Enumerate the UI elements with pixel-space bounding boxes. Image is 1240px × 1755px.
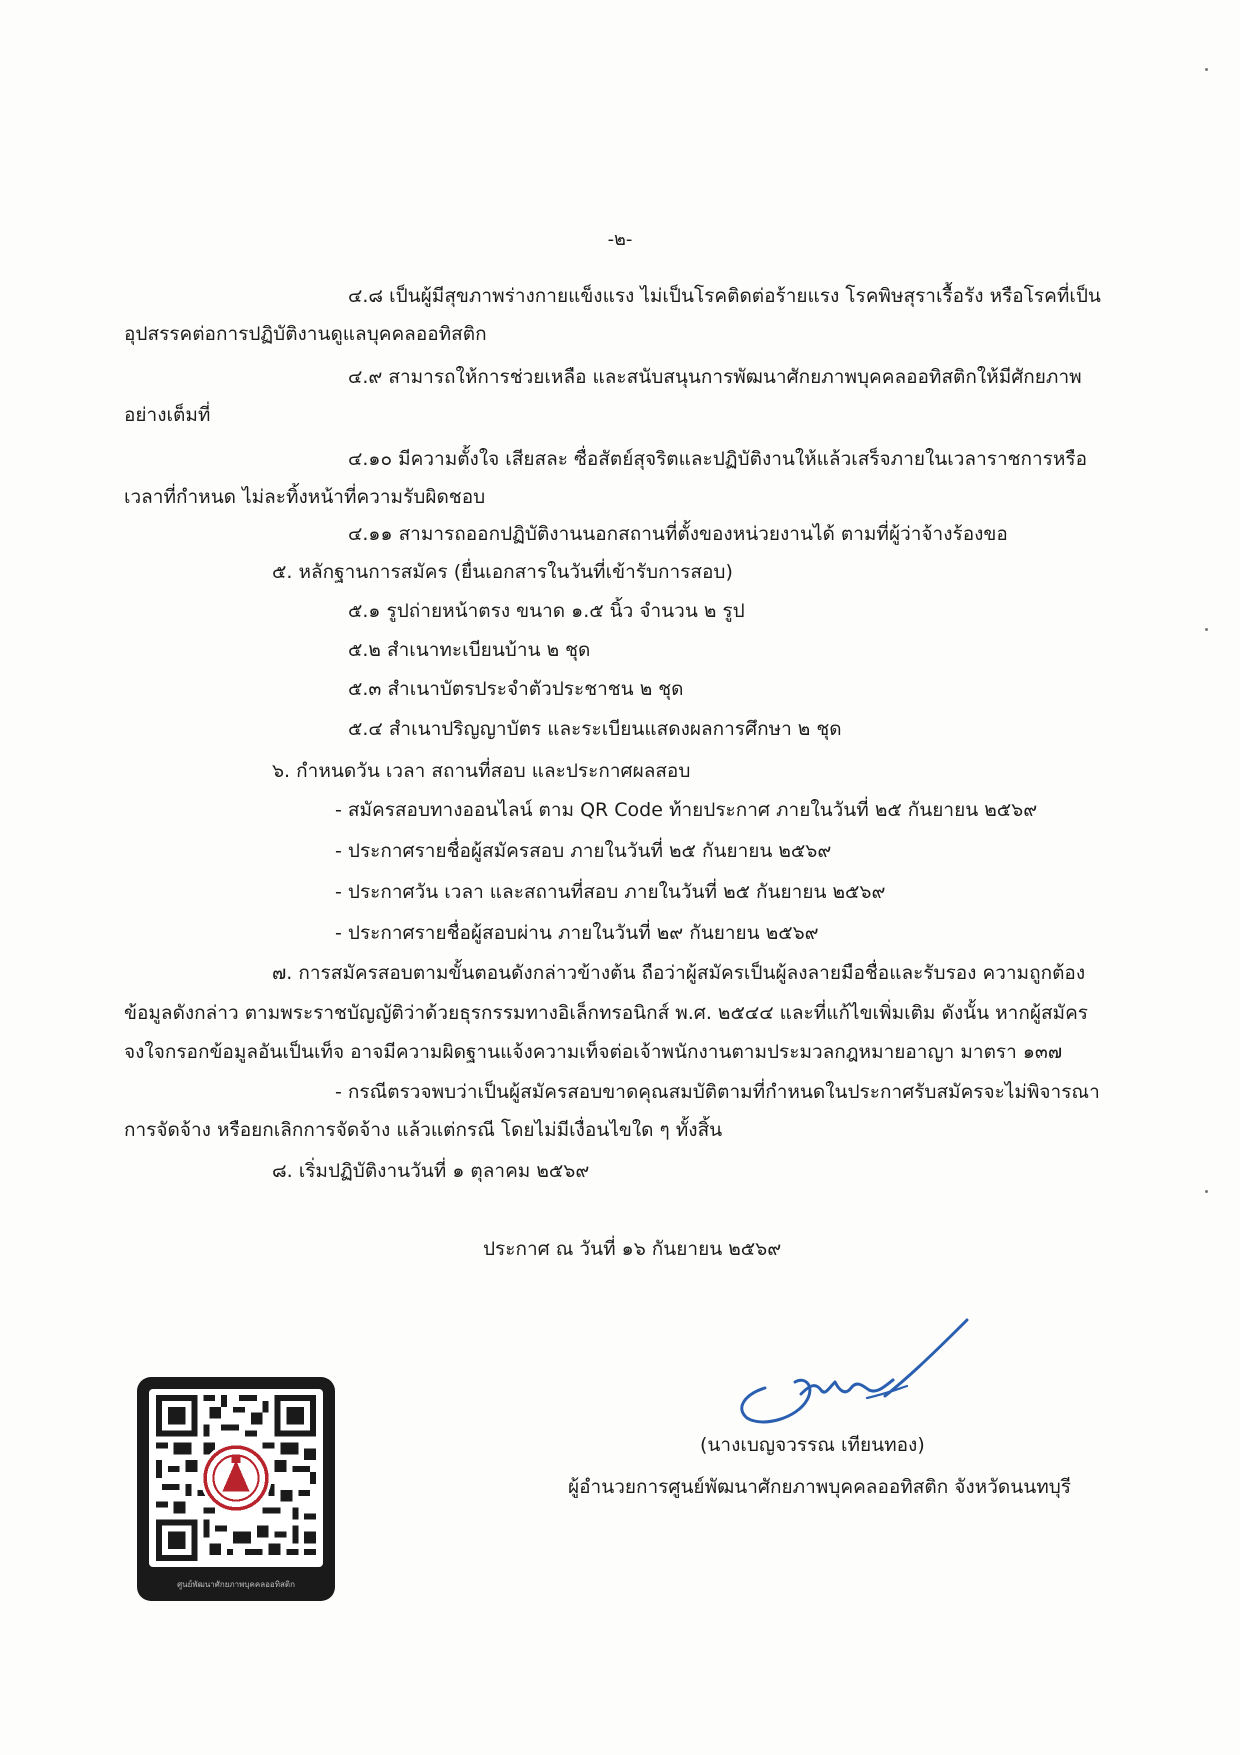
item-5-1: ๕.๑ รูปถ่ายหน้าตรง ขนาด ๑.๕ นิ้ว จำนวน ๒ รูป <box>348 600 745 622</box>
item-6-1: - สมัครสอบทางออนไลน์ ตาม QR Code ท้ายประกาศ ภายในวันที่ ๒๕ กันยายน ๒๕๖๙ <box>335 799 1038 821</box>
section-7-note-line2: การจัดจ้าง หรือยกเลิกการจัดจ้าง แล้วแต่กรณี โดยไม่มีเงื่อนไขใด ๆ ทั้งสิ้น <box>124 1119 723 1141</box>
registration-qr-code[interactable] <box>137 1377 335 1601</box>
section-8: ๘. เริ่มปฏิบัติงานวันที่ ๑ ตุลาคม ๒๕๖๙ <box>272 1160 590 1182</box>
item-5-2: ๕.๒ สำเนาทะเบียนบ้าน ๒ ชุด <box>348 639 591 661</box>
section-7-note-line1: - กรณีตรวจพบว่าเป็นผู้สมัครสอบขาดคุณสมบัติตามที่กำหนดในประกาศรับสมัครจะไม่พิจารณา <box>335 1081 1100 1103</box>
item-4-9-line2: อย่างเต็มที่ <box>124 404 211 426</box>
scan-speck <box>1205 1190 1208 1193</box>
item-5-4: ๕.๔ สำเนาปริญญาบัตร และระเบียนแสดงผลการศึกษา ๒ ชุด <box>348 718 842 740</box>
item-6-4: - ประกาศรายชื่อผู้สอบผ่าน ภายในวันที่ ๒๙ กันยายน ๒๕๖๙ <box>335 922 819 944</box>
signatory-position: ผู้อำนวยการศูนย์พัฒนาศักยภาพบุคคลออทิสติก จังหวัดนนทบุรี <box>568 1476 1071 1498</box>
signatory-name: (นางเบญจวรรณ เทียนทอง) <box>700 1434 925 1456</box>
section-6-heading: ๖. กำหนดวัน เวลา สถานที่สอบ และประกาศผลสอบ <box>272 760 691 782</box>
page-number: -๒- <box>607 229 633 250</box>
item-4-8-line2: อุปสรรคต่อการปฏิบัติงานดูแลบุคคลออทิสติก <box>124 323 487 345</box>
announcement-date: ประกาศ ณ วันที่ ๑๖ กันยายน ๒๕๖๙ <box>483 1238 782 1260</box>
item-6-2: - ประกาศรายชื่อผู้สมัครสอบ ภายในวันที่ ๒๕ กันยายน ๒๕๖๙ <box>335 840 832 862</box>
item-4-10-line2: เวลาที่กำหนด ไม่ละทิ้งหน้าที่ความรับผิดชอบ <box>124 486 486 508</box>
qr-code-pattern <box>149 1389 323 1567</box>
signature-image <box>735 1290 985 1430</box>
section-7-line2: ข้อมูลดังกล่าว ตามพระราชบัญญัติว่าด้วยธุรกรรมทางอิเล็กทรอนิกส์ พ.ศ. ๒๕๔๔ และที่แก้ไขเพิ่มเติม ดังนั้น หากผู้สมัคร <box>124 1002 1088 1024</box>
section-7-line3: จงใจกรอกข้อมูลอันเป็นเท็จ อาจมีความผิดฐานแจ้งความเท็จต่อเจ้าพนักงานตามประมวลกฎหมายอาญา มาตรา ๑๓๗ <box>124 1041 1063 1063</box>
item-4-11: ๔.๑๑ สามารถออกปฏิบัติงานนอกสถานที่ตั้งของหน่วยงานได้ ตามที่ผู้ว่าจ้างร้องขอ <box>348 523 1008 545</box>
scan-speck <box>1205 628 1208 631</box>
section-7-line1: ๗. การสมัครสอบตามขั้นตอนดังกล่าวข้างต้น ถือว่าผู้สมัครเป็นผู้ลงลายมือชื่อและรับรอง ความถูกต้อง <box>272 962 1086 984</box>
item-6-3: - ประกาศวัน เวลา และสถานที่สอบ ภายในวันที่ ๒๕ กันยายน ๒๕๖๙ <box>335 881 886 903</box>
scan-speck <box>1205 68 1208 71</box>
item-4-8-line1: ๔.๘ เป็นผู้มีสุขภาพร่างกายแข็งแรง ไม่เป็นโรคติดต่อร้ายแรง โรคพิษสุราเรื้อรัง หรือโรคที่เป็น <box>348 285 1101 307</box>
qr-caption: ศูนย์พัฒนาศักยภาพบุคคลออทิสติก <box>177 1580 295 1589</box>
item-5-3: ๕.๓ สำเนาบัตรประจำตัวประชาชน ๒ ชุด <box>348 678 684 700</box>
item-4-9-line1: ๔.๙ สามารถให้การช่วยเหลือ และสนับสนุนการพัฒนาศักยภาพบุคคลออทิสติกให้มีศักยภาพ <box>348 366 1082 388</box>
section-5-heading: ๕. หลักฐานการสมัคร (ยื่นเอกสารในวันที่เข้ารับการสอบ) <box>272 561 733 583</box>
item-4-10-line1: ๔.๑๐ มีความตั้งใจ เสียสละ ซื่อสัตย์สุจริตและปฏิบัติงานให้แล้วเสร็จภายในเวลาราชการหรือ <box>348 448 1088 470</box>
